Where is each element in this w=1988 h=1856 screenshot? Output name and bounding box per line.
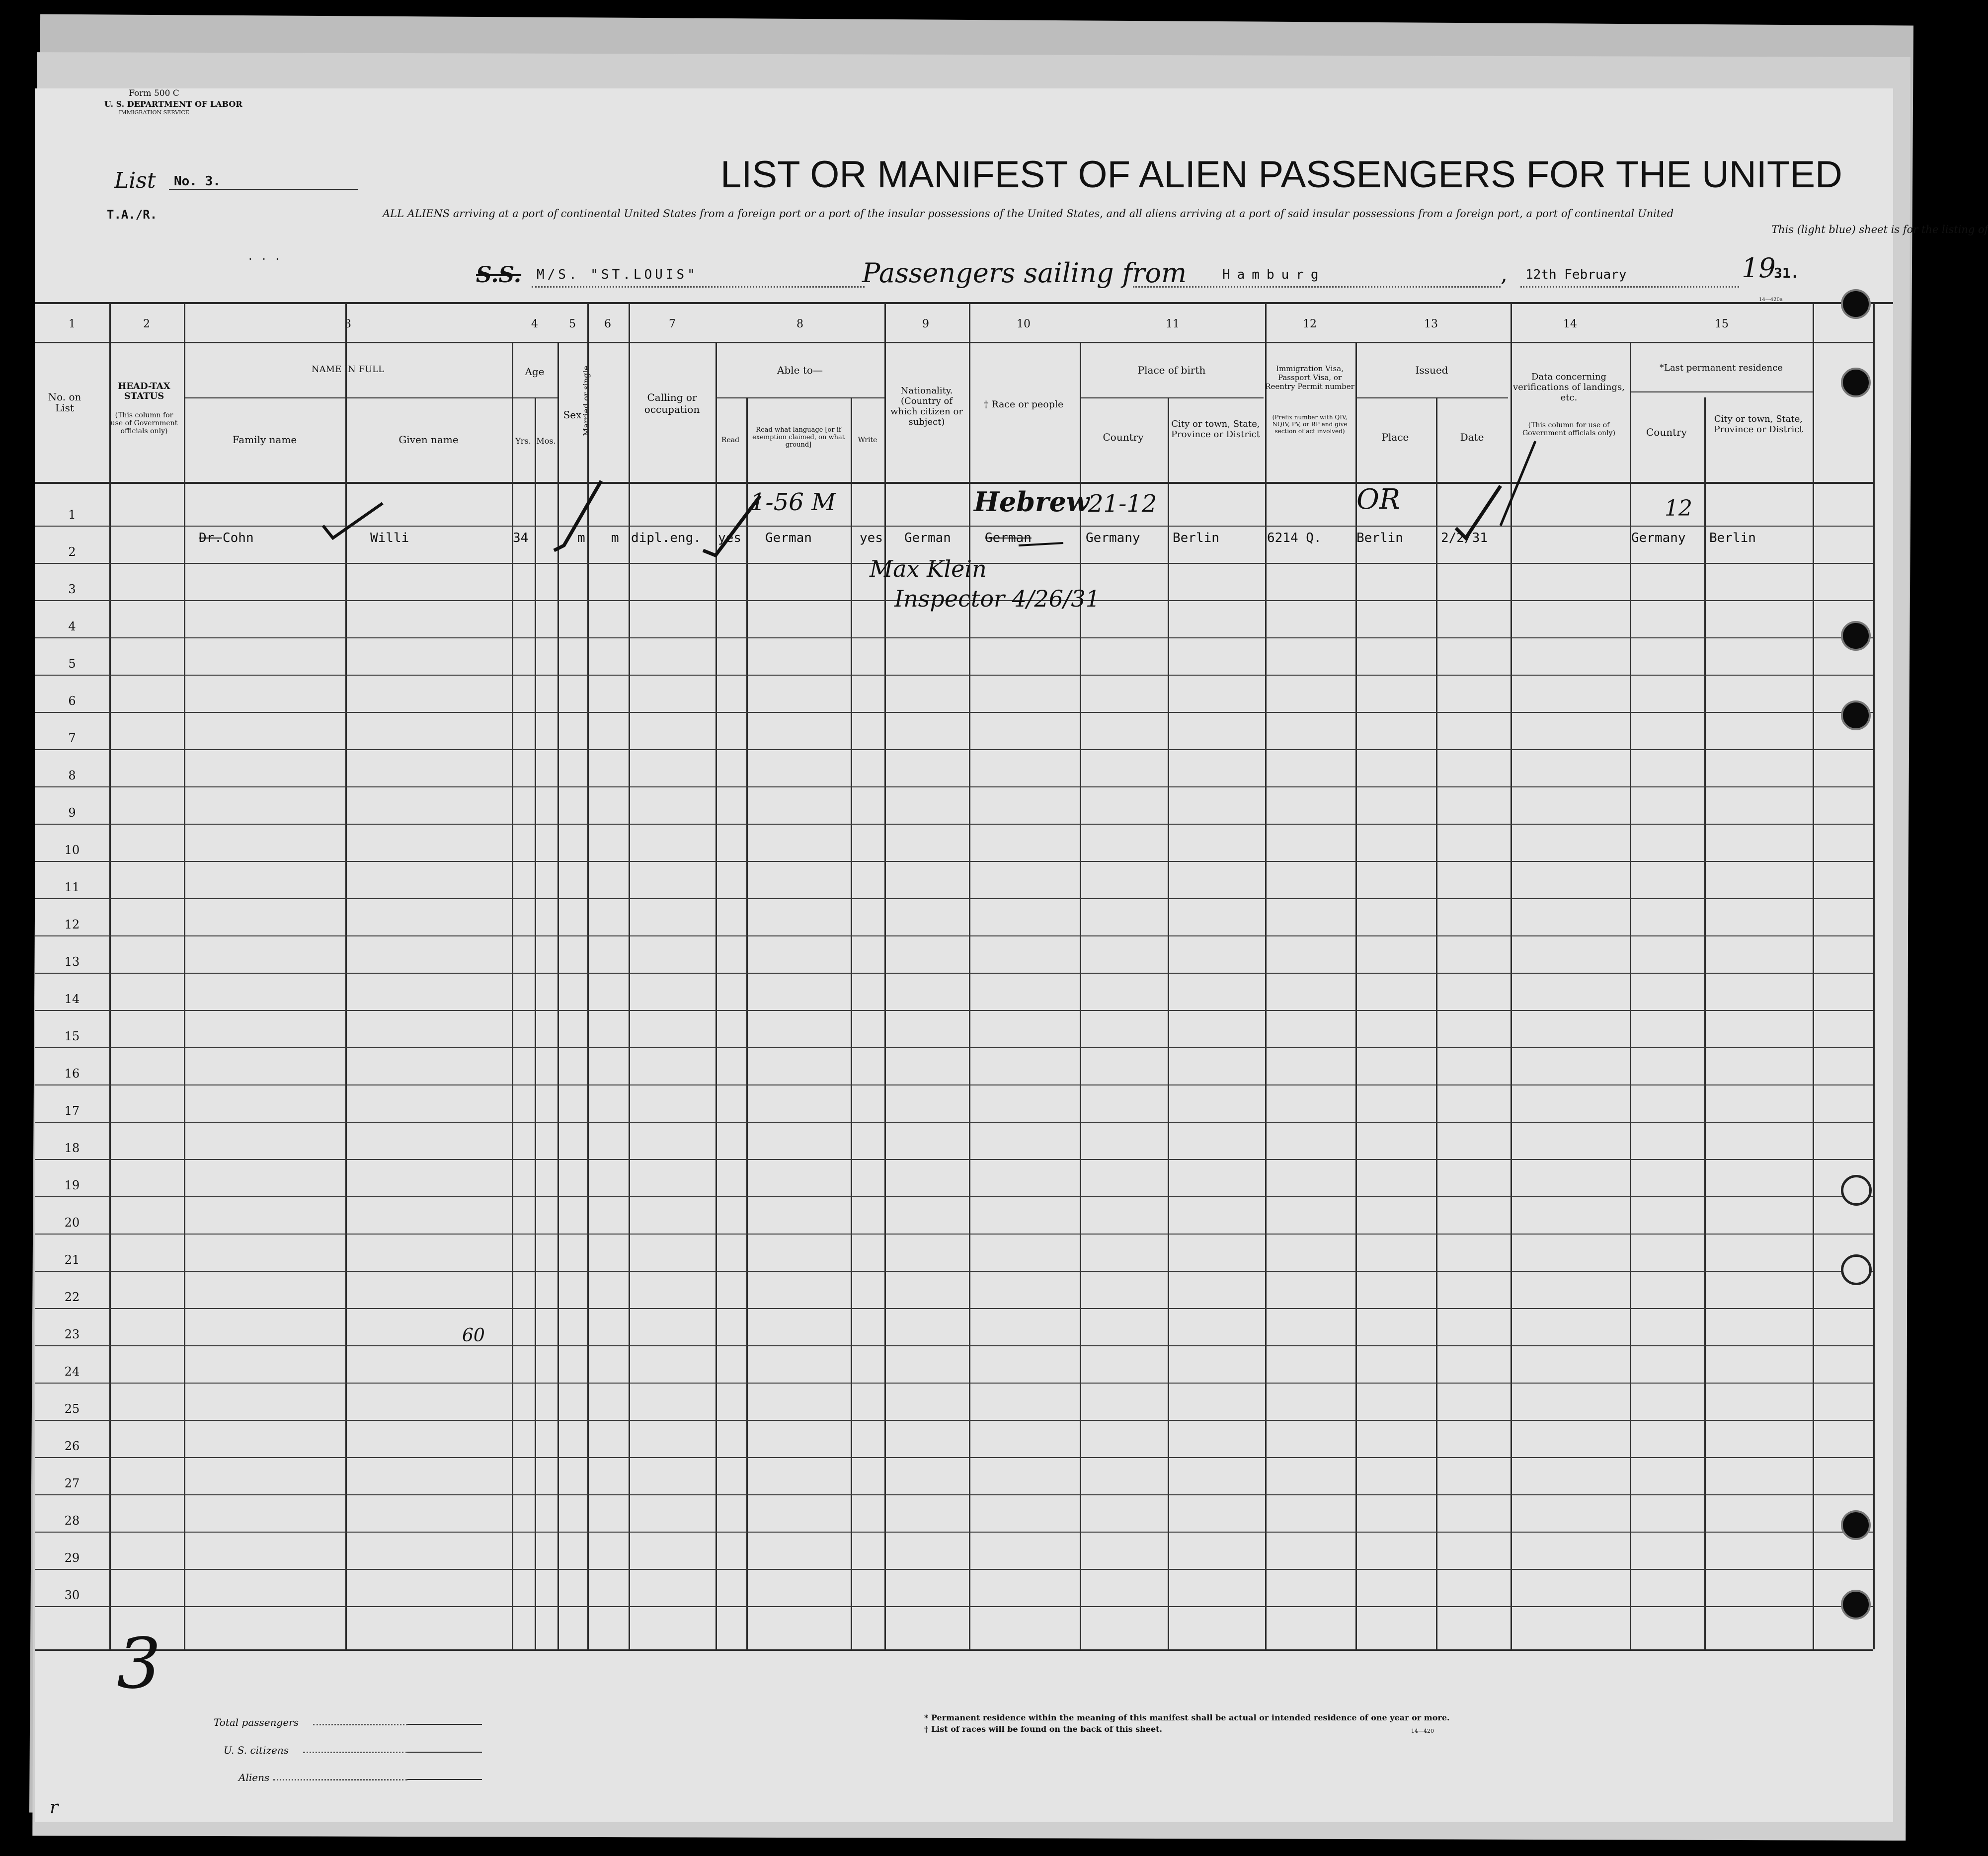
row-number: 10 (64, 843, 80, 857)
check-mark (1501, 441, 1535, 526)
footer-total-passengers: Total passengers (214, 1716, 299, 1728)
race-handwritten: Hebrew (974, 486, 1090, 518)
header-family-name: Family name (232, 434, 297, 446)
binder-hole (1841, 289, 1871, 319)
row-number: 1 (68, 508, 76, 522)
row-number: 24 (64, 1365, 80, 1379)
header-able-to: Able to— (777, 364, 823, 376)
year-prefix: 19 (1742, 252, 1776, 284)
row-number: 15 (64, 1029, 80, 1043)
header-birth-city: City or town, State, Province or District (1171, 419, 1261, 440)
entry-issued-date: 2/2/31 (1441, 531, 1488, 545)
header-data-concerning: Data concerning verifications of landings, etc. (1512, 372, 1625, 403)
header-last-residence: *Last permanent residence (1659, 363, 1783, 373)
binder-hole (1841, 1254, 1872, 1285)
header-visa: Immigration Visa, Passport Visa, or Reentry Permit number (1265, 364, 1354, 391)
entry-given-name: Willi (370, 531, 409, 545)
entry-married: m (611, 531, 619, 545)
inspector-title: Inspector 4/26/31 (894, 585, 1100, 612)
header-race: † Race or people (983, 399, 1064, 410)
row-number: 11 (64, 880, 80, 894)
header-calling: Calling or occupation (644, 391, 700, 415)
header-age: Age (525, 366, 545, 378)
row-number: 19 (64, 1178, 80, 1192)
row-number: 6 (68, 694, 76, 708)
column-number: 7 (669, 318, 676, 330)
binder-hole (1841, 621, 1871, 651)
footer-us-citizens: U. S. citizens (224, 1744, 289, 1756)
entry-occupation: dipl.eng. (631, 531, 701, 545)
binder-hole (1841, 1175, 1872, 1206)
entry-res-city: Berlin (1709, 531, 1756, 545)
row-number: 27 (64, 1476, 80, 1490)
dot-marks: · · · (248, 252, 283, 266)
entry-family-name: Cohn (223, 531, 254, 545)
sailing-label: Passengers sailing from (862, 257, 1187, 289)
entry-issued-place: Berlin (1356, 531, 1403, 545)
header-yrs: Yrs. (515, 436, 531, 446)
column-number: 9 (922, 318, 929, 330)
entry-res-country: Germany (1631, 531, 1686, 545)
row-number: 30 (64, 1588, 80, 1602)
entry-read-language: German (765, 531, 812, 545)
year-suffix: 31. (1774, 265, 1799, 281)
ship-prefix-struck: S.S. (476, 262, 522, 288)
entry-visa: 6214 Q. (1267, 531, 1322, 545)
row-number: 21 (64, 1253, 80, 1267)
header-nationality: Nationality. (Country of which citizen or subject) (890, 386, 963, 427)
footer-note-races: † List of races will be found on the back of this sheet. (924, 1724, 1163, 1734)
header-sex: Sex (563, 409, 582, 421)
column-number: 3 (344, 318, 351, 330)
column-number: 11 (1166, 318, 1180, 330)
corner-mark: r (50, 1797, 59, 1818)
row-number: 7 (68, 731, 76, 745)
entry-write: yes (860, 531, 883, 545)
column-number: 4 (531, 318, 538, 330)
header-read: Read (721, 436, 740, 444)
family-prefix-struck: Dr. (199, 531, 222, 545)
page-number: 3 (117, 1624, 161, 1704)
row-number: 29 (64, 1551, 80, 1565)
column-number: 8 (796, 318, 803, 330)
tar-code: T.A./R. (107, 208, 158, 222)
header-res-country: Country (1646, 426, 1687, 438)
entry-birth-country: Germany (1086, 531, 1140, 545)
header-mos: Mos. (536, 436, 556, 446)
issued-mark: OR (1356, 483, 1401, 516)
column-number: 2 (143, 318, 150, 330)
header-write: Write (858, 436, 877, 444)
header-issued: Issued (1415, 364, 1448, 376)
binder-hole (1841, 1590, 1871, 1620)
header-given-name: Given name (398, 434, 459, 446)
row-number: 26 (64, 1439, 80, 1453)
manifest-title: LIST OR MANIFEST OF ALIEN PASSENGERS FOR THE UNITED (720, 154, 1842, 196)
row-number: 28 (64, 1514, 80, 1528)
check-mark (323, 503, 383, 538)
title-subline: ALL ALIENS arriving at a port of continental United States from a foreign port or a port of the insular possessions of the United States, and all aliens arriving at a port of said insular possessions from a foreign port, a port of continental United (383, 208, 1674, 220)
row-number: 25 (64, 1402, 80, 1416)
row-number: 12 (64, 918, 80, 931)
inspector-name: Max Klein (870, 555, 987, 582)
binder-hole (1841, 1510, 1871, 1540)
list-label: List (114, 168, 156, 193)
binder-hole (1841, 700, 1871, 730)
row-number: 16 (64, 1067, 80, 1081)
ship-name: M/S. "ST.LOUIS" (537, 267, 698, 282)
row-number: 20 (64, 1216, 80, 1230)
entry-age: 34 (513, 531, 529, 545)
row-number: 9 (68, 806, 76, 820)
row-number: 18 (64, 1141, 80, 1155)
header-head-tax-note: (This column for use of Government officials only) (110, 411, 178, 435)
row-number: 2 (68, 545, 76, 559)
column-number: 12 (1303, 318, 1317, 330)
header-visa-note: (Prefix number with QIV, NQIV, PV, or RP and give section of act involved) (1272, 414, 1348, 435)
header-birth-country: Country (1103, 431, 1144, 443)
entry-birth-city: Berlin (1173, 531, 1219, 545)
form-code: 14—420a (1759, 297, 1783, 303)
handwriting-underline (1019, 543, 1063, 545)
entry-read: yes (718, 531, 741, 545)
sailing-port: Hamburg (1222, 267, 1326, 282)
form-number: Form 500 C (129, 88, 179, 98)
check-mark (554, 481, 601, 550)
header-married: Married or single (581, 366, 591, 436)
header-res-city: City or town, State, Province or District (1714, 414, 1803, 435)
manifest-sheet: Form 500 C U. S. DEPARTMENT OF LABOR IMMIGRATION SERVICE List No. 3. T.A./R. · · · LIST OR MANIFEST OF ALIEN PASSENGERS FOR THE UNITED ALL ALIENS arriving at a port of continental United States from a foreign port or a port of the insular possessions of the United States, and all aliens arriving at a port of said insular possessions from a foreign port, a port of continental United This (light blue) sheet is for the listing of S.S. M/S. "ST.LOUIS" Passengers sailing from Hamburg , 12th February 19 31. 14—420a 1 2 3 4 5 6 7 8 9 10 11 12 13 14 15 No. on List HEAD-TAX STATUS (This column for use of Government officials only) NAME IN FULL Family name Given name Age Yrs. Mos. Sex Married or single Calling or occupation Able to— Read Read what language [or if exemption claimed, on what ground] Write Nationality. (Country of which citizen or subject) † Race or people Place of birth Country City or town, State, Province or District Immigration Visa, Passport Visa, or Reentry Permit number (Prefix number with QIV, NQIV, PV, or RP and give section of act involved) Issued Place Date Data concerning verifications of landings, etc. (This column for use of Government officials only) *Last permanent residence Country City or town, State, Province or District 1 2 3 4 5 6 7 8 9 10 11 12 13 14 15 16 17 18 19 20 21 22 23 24 25 26 27 28 29 30 Dr. Cohn Willi 34 m m dipl.eng. yes German yes German German Germany Berlin 6214 Q. Berlin 2/2/31 Germany Berlin Hebrew 1-56 M 21-12 OR 12 Max Klein Inspector 4/26/31 60 3 r Total passengers U. S. citizens Aliens * Permanent residence within the meaning of this manifest shall be actual or intended residence of one year or more. † List of races will be found on the back of this sheet. 14—420 (35, 88, 1893, 1822)
binder-hole (1841, 368, 1871, 397)
row-number: 22 (64, 1290, 80, 1304)
birth-mark: 21-12 (1088, 490, 1157, 518)
column-number: 1 (69, 318, 76, 330)
title-subline-2: This (light blue) sheet is for the listing of (1771, 224, 1988, 235)
entry-nationality: German (904, 531, 951, 545)
column-number: 14 (1563, 318, 1577, 330)
sailing-date: 12th February (1525, 267, 1627, 282)
header-no-on-list: No. on List (48, 391, 81, 414)
department: U. S. DEPARTMENT OF LABOR (104, 99, 242, 109)
footer-code: 14—420 (1411, 1728, 1434, 1734)
check-marks (35, 88, 1893, 1822)
row-number: 23 (64, 1327, 80, 1341)
row-number: 8 (68, 769, 76, 782)
service: IMMIGRATION SERVICE (119, 109, 189, 116)
column-number: 13 (1424, 318, 1438, 330)
column-number: 15 (1715, 318, 1729, 330)
residence-mark: 12 (1665, 496, 1692, 521)
column-number: 6 (604, 318, 611, 330)
column-number: 10 (1017, 318, 1031, 330)
read-mark: 1-56 M (750, 488, 836, 516)
entry-sex: m (577, 531, 585, 545)
row-number: 3 (68, 582, 76, 596)
row-number: 14 (64, 992, 80, 1006)
check-mark (1456, 486, 1501, 538)
row-number: 17 (64, 1104, 80, 1118)
entry-race-struck: German (985, 531, 1032, 545)
header-read-language: Read what language [or if exemption claimed, on what ground] (752, 426, 845, 449)
footer-aliens: Aliens (239, 1772, 270, 1783)
row-number: 5 (68, 657, 76, 671)
check-mark (703, 496, 760, 555)
header-head-tax: HEAD-TAX STATUS (118, 381, 170, 401)
header-issued-date: Date (1460, 431, 1484, 443)
header-data-note: (This column for use of Government officials only) (1522, 421, 1616, 437)
stamp-number: 60 (462, 1325, 485, 1346)
list-number: No. 3. (174, 174, 221, 189)
column-number: 5 (569, 318, 576, 330)
header-issued-place: Place (1381, 431, 1409, 443)
footer-note-residence: * Permanent residence within the meaning of this manifest shall be actual or intended residence of one year or more. (924, 1713, 1450, 1722)
row-number: 4 (68, 619, 76, 633)
header-place-of-birth: Place of birth (1137, 364, 1206, 376)
row-number: 13 (64, 955, 80, 969)
header-name-in-full: NAME IN FULL (311, 364, 385, 375)
